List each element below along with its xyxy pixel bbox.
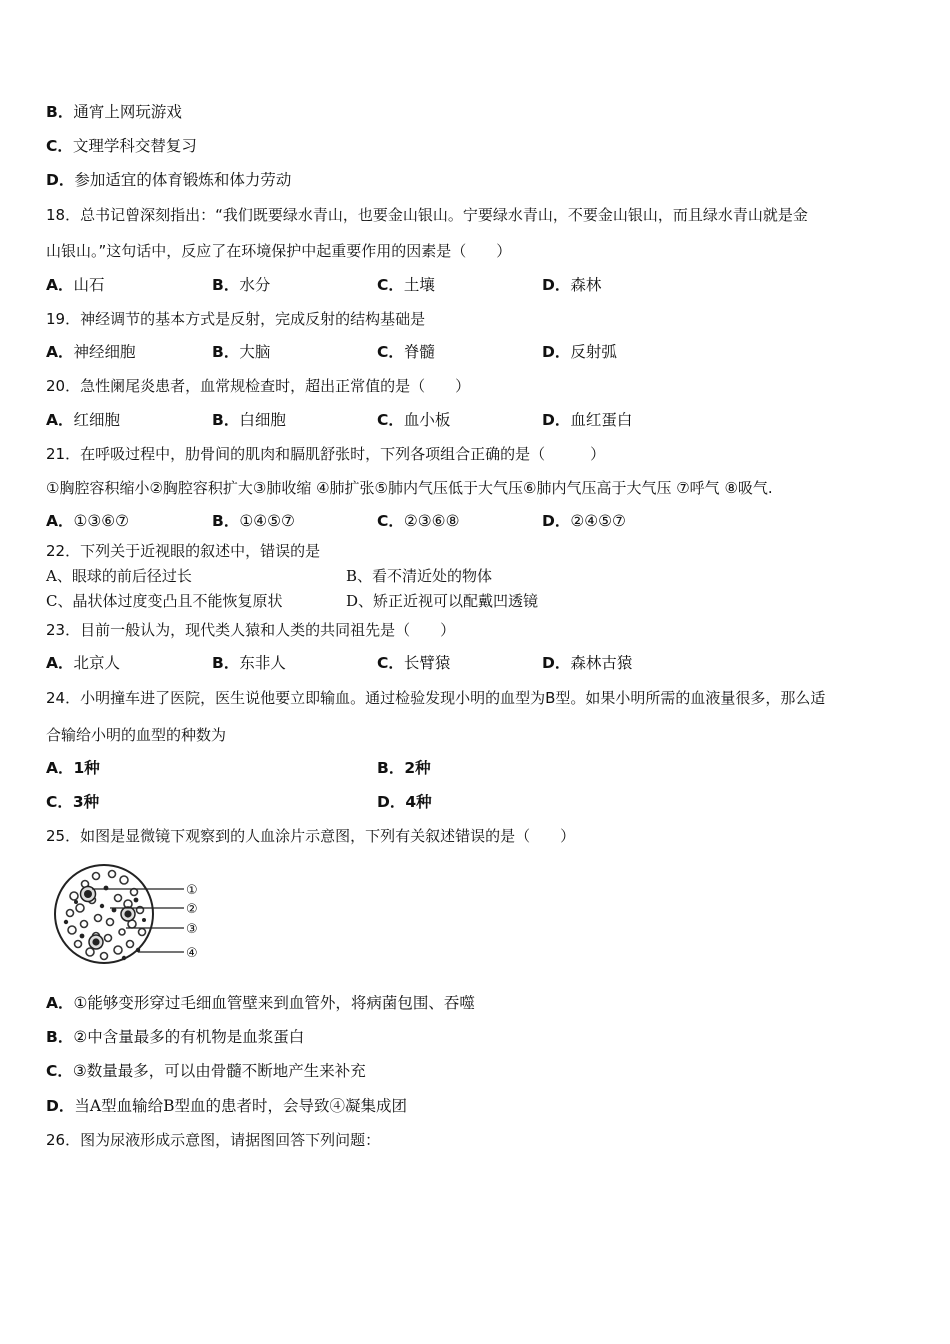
q25-option-d: D．当A型血输给B型血的患者时，会导致④凝集成团 [46,1097,407,1115]
q23-text: 23．目前一般认为，现代类人猿和人类的共同祖先是（ ） [46,621,456,639]
q24-text-line2: 合输给小明的血型的种数为 [46,726,227,744]
q18-option-b: B．水分 [212,276,271,294]
q24-text-line1: 24．小明撞车进了医院，医生说他要立即输血。通过检验发现小明的血型为B型。如果小明所需的血液量很多，那么适 [46,689,826,707]
q19-option-c: C．脊髓 [377,343,435,361]
q21-items: ①胸腔容积缩小②胸腔容积扩大③肺收缩 ④肺扩张⑤肺内气压低于大气压⑥肺内气压高于大气压 ⑦呼气 ⑧吸气. [46,479,773,497]
q21-option-d: D．②④⑤⑦ [542,512,626,530]
figure-labels [186,883,198,961]
q25-option-c: C．③数量最多，可以由骨髓不断地产生来补充 [46,1062,366,1080]
q25-option-b: B．②中含量最多的有机物是血浆蛋白 [46,1028,305,1046]
q19-text: 19．神经调节的基本方式是反射，完成反射的结构基础是 [46,310,426,328]
figure-label-1: ① [186,883,198,898]
q18-text-line1: 18．总书记曾深刻指出：“我们既要绿水青山，也要金山银山。宁要绿水青山，不要金山银山，而且绿水青山就是金 [46,206,808,224]
q18-option-a: A．山石 [46,276,105,294]
figure-label-2: ② [186,902,198,917]
q17-option-c [46,136,197,156]
q21-option-a: A．①③⑥⑦ [46,512,130,530]
q25-option-a: A．①能够变形穿过毛细血管壁来到血管外，将病菌包围、吞噬 [46,994,475,1012]
q24-option-b: B．2种 [377,759,431,777]
q19-option-d: D．反射弧 [542,343,617,361]
option-label: D． [46,171,75,189]
q21-option-b: B．①④⑤⑦ [212,512,295,530]
q17-option-d [46,170,291,190]
q22-option-a: A、眼球的前后径过长 [46,567,192,585]
q22-text: 22．下列关于近视眼的叙述中，错误的是 [46,542,321,560]
figure-label-3: ③ [186,922,198,937]
option-text: 参加适宜的体育锻炼和体力劳动 [74,171,292,189]
q23-option-b: B．东非人 [212,654,286,672]
q20-option-d: D．血红蛋白 [542,411,633,429]
q18-option-d: D．森林 [542,276,602,294]
q20-option-a: A．红细胞 [46,411,121,429]
q21-text: 21．在呼吸过程中，肋骨间的肌肉和膈肌舒张时，下列各项组合正确的是（ ） [46,445,606,463]
q22-option-d: D、矫正近视可以配戴凹透镜 [346,592,539,610]
q26-text: 26．图为尿液形成示意图，请据图回答下列问题： [46,1131,381,1149]
q20-option-c: C．血小板 [377,411,451,429]
q17-option-b [46,102,182,122]
q24-option-a: A．1种 [46,759,100,777]
q22-option-c: C、晶状体过度变凸且不能恢复原状 [46,592,283,610]
q23-option-d: D．森林古猿 [542,654,633,672]
q21-option-c: C．②③⑥⑧ [377,512,460,530]
option-label: C． [46,137,73,155]
option-text: 文理学科交替复习 [72,137,197,155]
q19-option-a: A．神经细胞 [46,343,136,361]
option-text: 通宵上网玩游戏 [73,103,182,121]
figure-label-4: ④ [186,946,198,961]
q25-text: 25．如图是显微镜下观察到的人血涂片示意图，下列有关叙述错误的是（ ） [46,827,576,845]
q24-option-c: C．3种 [46,793,100,811]
option-label: B． [46,103,74,121]
q24-option-d: D．4种 [377,793,432,811]
blood-smear-figure [52,858,208,974]
q18-option-c: C．土壤 [377,276,435,294]
q20-option-b: B．白细胞 [212,411,286,429]
q22-option-b: B、看不清近处的物体 [346,567,493,585]
q23-option-a: A．北京人 [46,654,121,672]
q18-text-line2: 山银山。”这句话中，反应了在环境保护中起重要作用的因素是（ ） [46,242,512,260]
q19-option-b: B．大脑 [212,343,271,361]
q20-text: 20．急性阑尾炎患者，血常规检查时，超出正常值的是（ ） [46,377,471,395]
q23-option-c: C．长臂猿 [377,654,451,672]
